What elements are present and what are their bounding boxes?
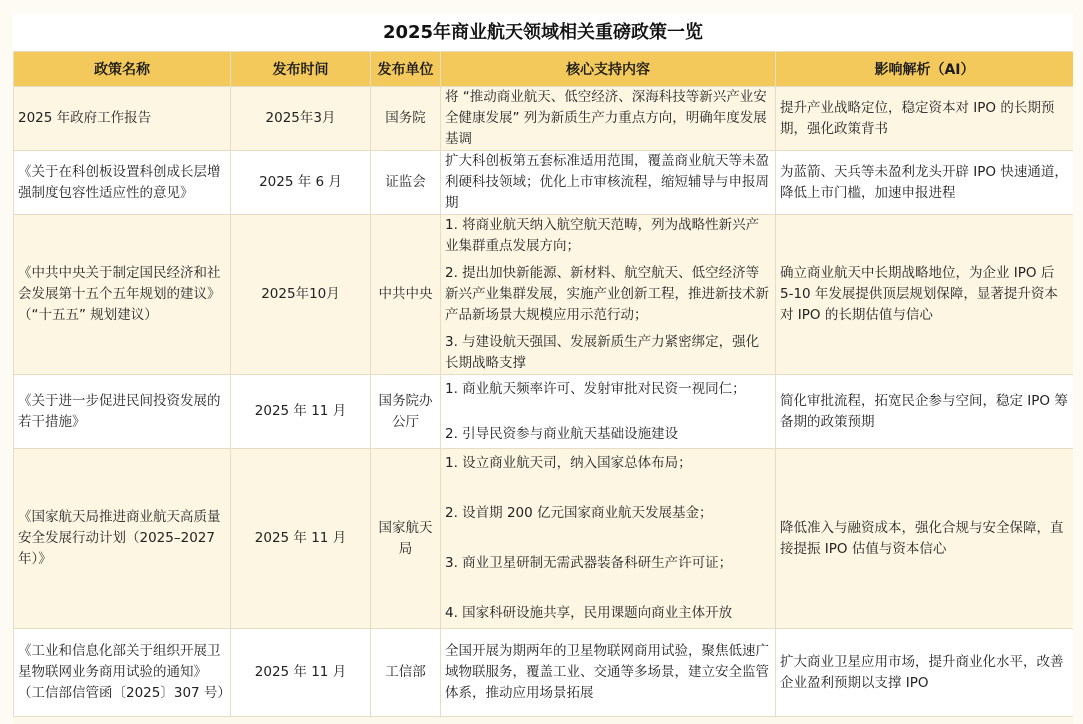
- core-content-item: 1. 将商业航天纳入航空航天范畴，列为战略性新兴产业集群重点发展方向；: [445, 217, 760, 254]
- release-date-cell: 2025 年 11 月: [231, 375, 371, 449]
- core-content-item: 扩大科创板第五套标准适用范围，覆盖商业航天等未盈利硬科技领域；优化上市审核流程，缩短辅导与申报周期: [445, 153, 769, 211]
- table-row: [14, 375, 1074, 449]
- release-date-cell: 2025年3月: [231, 87, 371, 151]
- core-content-cell: [441, 449, 776, 629]
- table-row: [14, 215, 1074, 375]
- column-header-date: 发布时间: [231, 52, 371, 87]
- core-content-item: 1. 商业航天频率许可、发射审批对民资一视同仁；: [445, 380, 746, 397]
- release-date-cell: 2025 年 11 月: [231, 449, 371, 629]
- core-content-item: 2. 设首期 200 亿元国家商业航天发展基金；: [445, 504, 713, 521]
- policy-table: [13, 51, 1073, 717]
- table-header-row: [14, 52, 1074, 87]
- core-content-cell: [441, 151, 776, 215]
- column-header-impact: 影响解析（AI）: [776, 52, 1074, 87]
- issuer-cell: 国家航天局: [371, 449, 441, 629]
- release-date-cell: 2025 年 6 月: [231, 151, 371, 215]
- core-content-item: 将 “推动商业航天、低空经济、深海科技等新兴产业安全健康发展” 列为新质生产力重点方向，明确年度发展基调: [445, 89, 767, 147]
- policy-name-cell: 《中共中央关于制定国民经济和社会发展第十五个五年规划的建议》（“十五五” 规划建议）: [14, 215, 231, 375]
- core-content-item: 3. 商业卫星研制无需武器装备科研生产许可证；: [445, 555, 733, 572]
- page-title: 2025年商业航天领域相关重磅政策一览: [13, 14, 1073, 51]
- core-content-item: 3. 与建设航天强国、发展新质生产力紧密绑定，强化长期战略支撑: [445, 334, 760, 371]
- core-content-item: 全国开展为期两年的卫星物联网商用试验，聚焦低速广域物联服务，覆盖工业、交通等多场景，建立安全监管体系，推动应用场景拓展: [445, 643, 769, 701]
- table-row: [14, 629, 1074, 717]
- policy-name-cell: 2025 年政府工作报告: [14, 87, 231, 151]
- issuer-cell: 中共中央: [371, 215, 441, 375]
- column-header-name: 政策名称: [14, 52, 231, 87]
- core-content-item: 4. 国家科研设施共享，民用课题向商业主体开放: [445, 605, 733, 622]
- impact-cell: 提升产业战略定位，稳定资本对 IPO 的长期预期，强化政策背书: [776, 87, 1074, 151]
- impact-cell: 扩大商业卫星应用市场，提升商业化水平，改善企业盈利预期以支撑 IPO: [776, 629, 1074, 717]
- release-date-cell: 2025年10月: [231, 215, 371, 375]
- impact-cell: 降低准入与融资成本，强化合规与安全保障，直接提振 IPO 估值与资本信心: [776, 449, 1074, 629]
- policy-sheet: [13, 14, 1073, 724]
- issuer-cell: 国务院办公厅: [371, 375, 441, 449]
- table-row: [14, 151, 1074, 215]
- release-date-cell: 2025 年 11 月: [231, 629, 371, 717]
- table-row: [14, 449, 1074, 629]
- core-content-cell: [441, 215, 776, 375]
- policy-name-cell: 《关于在科创板设置科创成长层增强制度包容性适应性的意见》: [14, 151, 231, 215]
- policy-name-cell: 《国家航天局推进商业航天高质量安全发展行动计划（2025–2027 年）》: [14, 449, 231, 629]
- impact-cell: 确立商业航天中长期战略地位，为企业 IPO 后 5-10 年发展提供顶层规划保障，显著提升资本对 IPO 的长期估值与信心: [776, 215, 1074, 375]
- core-content-item: 2. 引导民资参与商业航天基础设施建设: [445, 425, 679, 442]
- issuer-cell: 证监会: [371, 151, 441, 215]
- impact-cell: 简化审批流程，拓宽民企参与空间，稳定 IPO 筹备期的政策预期: [776, 375, 1074, 449]
- issuer-cell: 国务院: [371, 87, 441, 151]
- impact-cell: 为蓝箭、天兵等未盈利龙头开辟 IPO 快速通道，降低上市门槛，加速申报进程: [776, 151, 1074, 215]
- table-row: [14, 87, 1074, 151]
- issuer-cell: 工信部: [371, 629, 441, 717]
- column-header-core: 核心支持内容: [441, 52, 776, 87]
- policy-name-cell: 《关于进一步促进民间投资发展的若干措施》: [14, 375, 231, 449]
- core-content-item: 1. 设立商业航天司，纳入国家总体布局；: [445, 454, 692, 471]
- core-content-cell: [441, 87, 776, 151]
- column-header-issuer: 发布单位: [371, 52, 441, 87]
- policy-name-cell: 《工业和信息化部关于组织开展卫星物联网业务商用试验的通知》（工信部信管函〔2025〕307 号）: [14, 629, 231, 717]
- core-content-item: 2. 提出加快新能源、新材料、航空航天、低空经济等新兴产业集群发展，实施产业创新工程，推进新技术新产品新场景大规模应用示范行动；: [445, 265, 769, 323]
- core-content-cell: [441, 375, 776, 449]
- core-content-cell: [441, 629, 776, 717]
